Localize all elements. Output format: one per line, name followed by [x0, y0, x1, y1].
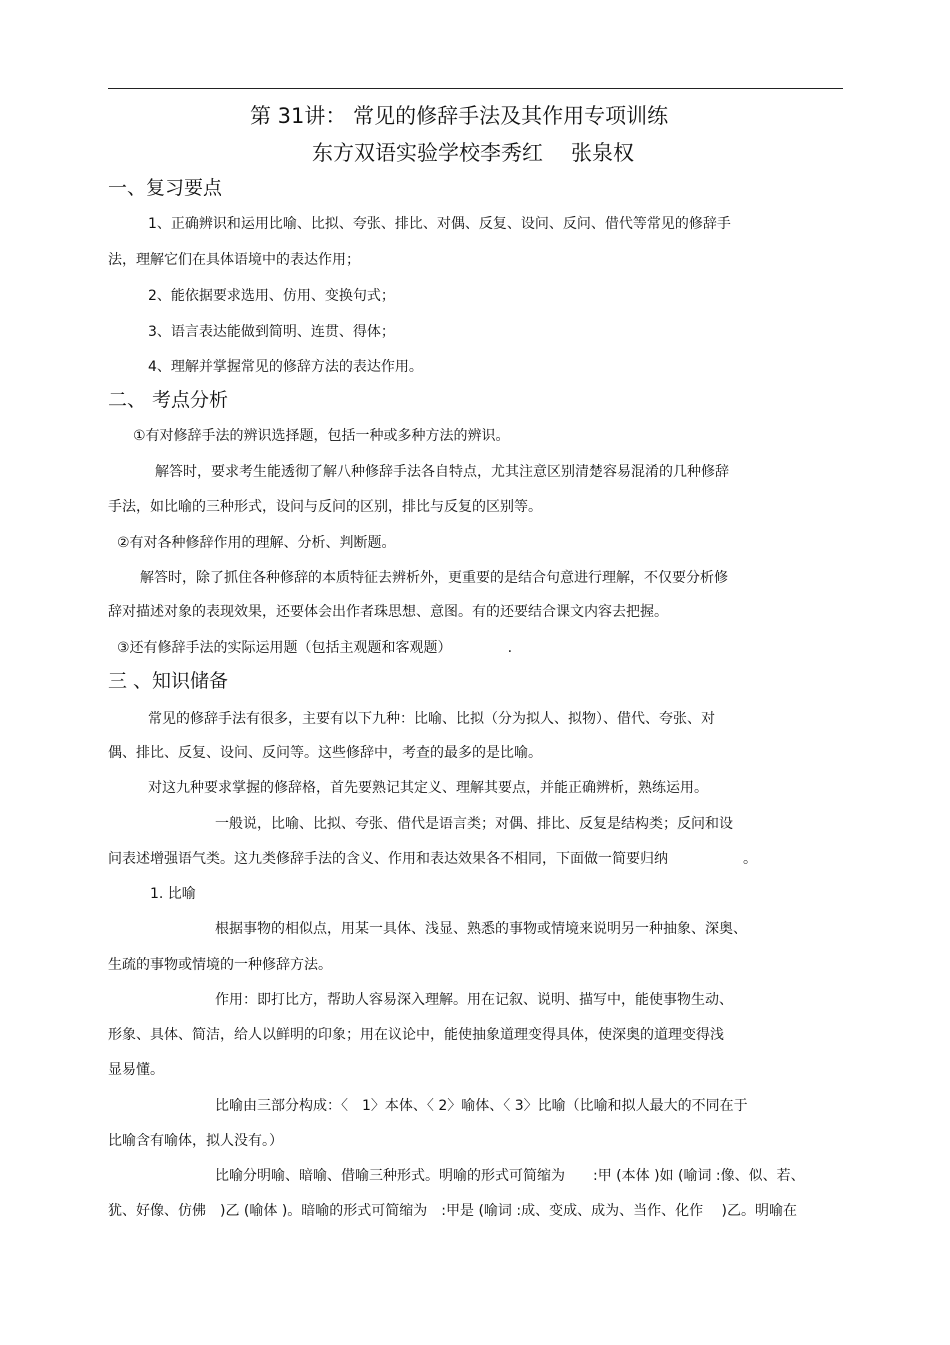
text-line	[117, 638, 512, 658]
text-line-part: .	[507, 640, 513, 656]
text-line: 显易懂。	[108, 1062, 164, 1078]
section-heading-1: 一、复习要点	[108, 177, 223, 199]
text-line: 作用：即打比方，帮助人容易深入理解。用在记叙、说明、描写中，能使事物生动、	[215, 992, 733, 1008]
text-line: 偶、排比、反复、设问、反问等。这些修辞中，考查的最多的是比喻。	[108, 745, 542, 761]
text-line: 一般说，比喻、比拟、夸张、借代是语言类；对偶、排比、反复是结构类；反问和设	[215, 816, 733, 832]
school-author: 东方双语实验学校李秀红	[312, 141, 543, 165]
text-line: 比喻分明喻、暗喻、借喻三种形式。明喻的形式可简缩为 :甲 (本体 )如 (喻词 :像、似、若、	[215, 1168, 805, 1184]
text-line: 犹、好像、仿佛 )乙 (喻体 )。暗喻的形式可简缩为 :甲是 (喻词 :成、变成、成为、当作、化作 )乙。明喻在	[108, 1203, 797, 1219]
text-line: 比喻由三部分构成：〈 1〉本体、〈 2〉喻体、〈 3〉比喻（比喻和拟人最大的不同在于	[215, 1098, 748, 1114]
text-line-part: 问表述增强语气类。这九类修辞手法的含义、作用和表达效果各不相同，下面做一简要归纳	[108, 851, 668, 867]
text-line: 根据事物的相似点，用某一具体、浅显、熟悉的事物或情境来说明另一种抽象、深奥、	[215, 921, 747, 937]
text-line: 3、语言表达能做到简明、连贯、得体；	[148, 324, 395, 340]
header-rule	[108, 88, 843, 89]
second-author: 张泉权	[571, 141, 634, 165]
text-line: 2、能依据要求选用、仿用、变换句式；	[148, 288, 395, 304]
text-line: ①有对修辞手法的辨识选择题，包括一种或多种方法的辨识。	[133, 428, 510, 444]
page-title: 第 31讲： 常见的修辞手法及其作用专项训练	[250, 104, 669, 128]
text-line: 形象、具体、简洁，给人以鲜明的印象；用在议论中，能使抽象道理变得具体，使深奥的道理变得浅	[108, 1027, 724, 1043]
text-line	[108, 849, 757, 869]
text-line-part: 。	[743, 851, 757, 867]
section-heading-2: 二、 考点分析	[108, 389, 229, 411]
authors-line	[312, 139, 634, 167]
text-line: 解答时，要求考生能透彻了解八种修辞手法各自特点，尤其注意区别清楚容易混淆的几种修辞	[155, 464, 729, 480]
text-line: ②有对各种修辞作用的理解、分析、判断题。	[117, 535, 396, 551]
text-line: 比喻含有喻体，拟人没有。）	[108, 1133, 283, 1149]
text-line-part: ③还有修辞手法的实际运用题（包括主观题和客观题）	[117, 640, 452, 656]
text-line: 常见的修辞手法有很多，主要有以下九种：比喻、比拟（分为拟人、拟物）、借代、夸张、对	[148, 711, 715, 727]
text-line: 4、理解并掌握常见的修辞方法的表达作用。	[148, 359, 423, 375]
text-line: 法，理解它们在具体语境中的表达作用；	[108, 252, 360, 268]
text-line: 对这九种要求掌握的修辞格，首先要熟记其定义、理解其要点，并能正确辨析，熟练运用。	[148, 780, 708, 796]
section-heading-3: 三 、知识储备	[108, 670, 229, 692]
text-line: 手法，如比喻的三种形式，设问与反问的区别，排比与反复的区别等。	[108, 499, 542, 515]
text-line: 1、正确辨识和运用比喻、比拟、夸张、排比、对偶、反复、设问、反问、借代等常见的修辞手	[148, 216, 731, 232]
subheading-metaphor: 1. 比喻	[150, 886, 196, 902]
text-line: 生疏的事物或情境的一种修辞方法。	[108, 957, 332, 973]
text-line: 解答时，除了抓住各种修辞的本质特征去辨析外，更重要的是结合句意进行理解，不仅要分析修	[140, 570, 728, 586]
text-line: 辞对描述对象的表现效果，还要体会出作者珠思想、意图。有的还要结合课文内容去把握。	[108, 604, 668, 620]
